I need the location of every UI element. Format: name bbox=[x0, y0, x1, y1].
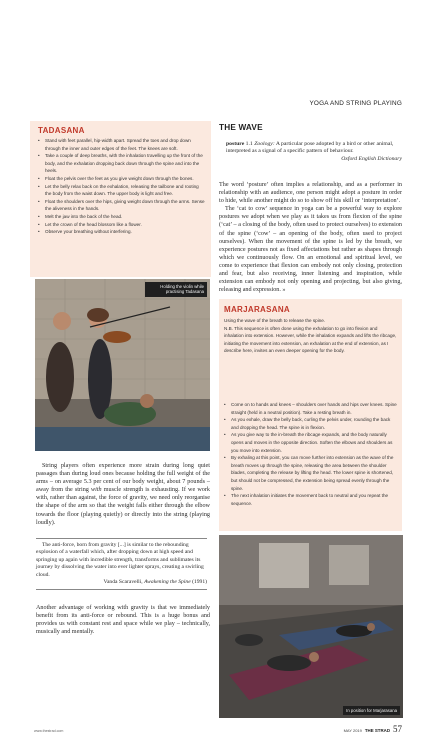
list-item: • Float the shoulders over the hips, giving weight down through the arms. Sense the aliveness in the hands. bbox=[38, 198, 206, 213]
list-item: • As you give way to the in-breath the ribcage expands, and the body naturally opens and moves in the opposite direction. Soften the elbows and shoulders as you move into extension. bbox=[224, 431, 397, 454]
quote-book: Awakening the Spine bbox=[144, 579, 191, 586]
definition-block bbox=[226, 141, 402, 163]
list-item: • The next inhalation initiates the movement back to neutral and you repeat the sequence. bbox=[224, 492, 397, 507]
marjarasana-intro bbox=[224, 317, 397, 355]
list-item: • As you exhale, draw the belly back, curling the pelvis under, rounding the back and dropping the head. The spine is in flexion. bbox=[224, 416, 397, 431]
violin-photo bbox=[35, 279, 210, 451]
text-span: muscle strength is exhausting. If we work with, rather than against, the force of gravity, we need only reorganise the shape of the arm so that the weight falls either through the elbow towards the floor (playing quietly) or directly into the string (playing loudly). bbox=[36, 487, 210, 526]
footer-folio bbox=[344, 724, 402, 734]
page-number: 57 bbox=[393, 724, 402, 734]
list-item: • Float the pelvis over the feet as you give weight down through the bones. bbox=[38, 175, 206, 183]
yoga-class-photo bbox=[219, 535, 403, 718]
section-title: THE WAVE bbox=[219, 123, 263, 132]
list-item: • Stand with feet parallel, hip-width apart. Spread the toes and drop down through the inner and outer edges of the feet. The knees are soft. bbox=[38, 137, 206, 152]
violin-photo-illustration bbox=[35, 279, 210, 451]
body-paragraph: The word ‘posture’ often implies a relationship, and as a performer in relationship with an audience, one person might adopt a posture in order to hide, while another might do so to show off his skill or ‘interpretation’. bbox=[219, 182, 402, 205]
left-body-text bbox=[36, 462, 210, 527]
definition-source-text: Oxford English Dictionary bbox=[341, 155, 402, 162]
definition-term: posture bbox=[226, 141, 245, 147]
body-paragraph bbox=[36, 462, 210, 527]
intro-text: Using the wave of the breath to release the spine. bbox=[224, 318, 326, 323]
footer-magazine: THE STRAD bbox=[364, 728, 390, 733]
footer-url: www.thestrad.com bbox=[34, 729, 64, 733]
quote-attribution bbox=[36, 579, 207, 586]
list-item: • Come on to hands and knees – shoulders over hands and hips over knees. Spine straight (held in a neutral position). Take a resting breath in. bbox=[224, 401, 397, 416]
definition-source bbox=[226, 156, 402, 163]
yoga-class-photo-illustration bbox=[219, 535, 403, 718]
definition-body: A particular pose adopted by a bird or other animal, interpreted as a signal of a specific pattern of behaviour. bbox=[226, 141, 394, 155]
tadasana-list bbox=[38, 137, 206, 236]
quote-year: (1991) bbox=[190, 579, 207, 586]
list-item: • Melt the jaw into the back of the head. bbox=[38, 213, 206, 221]
footer-date: MAY 2019 bbox=[343, 728, 362, 733]
tadasana-title: TADASANA bbox=[38, 126, 85, 135]
photo-caption: Holding the violin while practising Tadasana bbox=[145, 282, 207, 297]
right-body-text bbox=[219, 181, 402, 294]
marjarasana-box bbox=[219, 299, 402, 531]
photo-caption: In position for Marjarasana bbox=[343, 706, 400, 715]
body-paragraph: The ‘cat to cow’ sequence in yoga can be a powerful way to explore postures we adopt when we play as it takes us from flexion of the spine (‘cat’ – a closing of the body, often used to protect ourselves) to extension of the spine (‘cow’ – an opening of the body, often used to project ourselves). When the movement of the spine is led by the breath, we experience postures not as fixed affectations but rather as shapes through which we continuously flow. On an emotional and spiritual level, we come to experience that flexion can embody not only closing, protection and fear, but also receiving, inner listening and inspiration, while extension can embody not only opening and projecting, but also giving, releasing and expression. » bbox=[219, 206, 402, 294]
quote-text: The anti-force, born from gravity [...] is similar to the rebounding explosion of a waterfall which, after dropping down at high speed and springing up again with incredible strength, transforms and sublimates its journey by dissolving the water into ever lighter sprays, creating a swirling cloud. bbox=[36, 542, 204, 578]
definition-number: 1.1 bbox=[244, 141, 255, 147]
definition-field: Zoology: bbox=[254, 141, 275, 147]
pull-quote bbox=[36, 538, 207, 590]
list-item: • Let the belly relax back on the exhalation, releasing the tailbone and rooting the body from the waist down. The upper body is light and free. bbox=[38, 183, 206, 198]
body-paragraph: Another advantage of working with gravity is that we immediately benefit from its anti-force or rebound. This is a huge bonus and provides us with constant rest and space while we play – technically, musically and mentally. bbox=[36, 605, 210, 636]
running-head: YOGA AND STRING PLAYING bbox=[309, 100, 402, 107]
list-item: • Let the crown of the head blossom like a flower. bbox=[38, 221, 206, 229]
note-text: N.B. This sequence is often done using the exhalation to go into flexion and inhalation into extension. However, while the inhalation expands and lifts the ribcage, initiating the movement into extension, an exhalation at the end of extension, as I describe here, invites an even deeper opening for the body. bbox=[224, 325, 397, 354]
list-item: • Take a couple of deep breaths, with the inhalation travelling up the front of the body, and the exhalation dropping back down through the spine and into the heels. bbox=[38, 152, 206, 175]
marjarasana-list bbox=[224, 401, 397, 507]
list-item: • By exhaling at this point, you can move further into extension as the wave of the breath moves up through the spine, releasing the area between the shoulder blades, completing the release by lifting the head. The lower spine is shortened, but should not be compressed, the extension being spread evenly through the spine. bbox=[224, 454, 397, 492]
text-span: String players often experience more strain during long quiet passages than during loud ones because holding the full weight of the arms – on average 5.3 per cent of our body weight, about 7 pounds – away from the string bbox=[36, 463, 210, 494]
marjarasana-title: MARJARASANA bbox=[224, 305, 290, 314]
list-item: • Observe your breathing without interfering. bbox=[38, 228, 206, 236]
quote-author: Vanda Scaravelli, bbox=[103, 579, 145, 586]
text-span-italic: with bbox=[91, 487, 102, 494]
left-body-text-2 bbox=[36, 604, 210, 636]
tadasana-box bbox=[30, 121, 211, 277]
definition-text bbox=[226, 141, 402, 156]
